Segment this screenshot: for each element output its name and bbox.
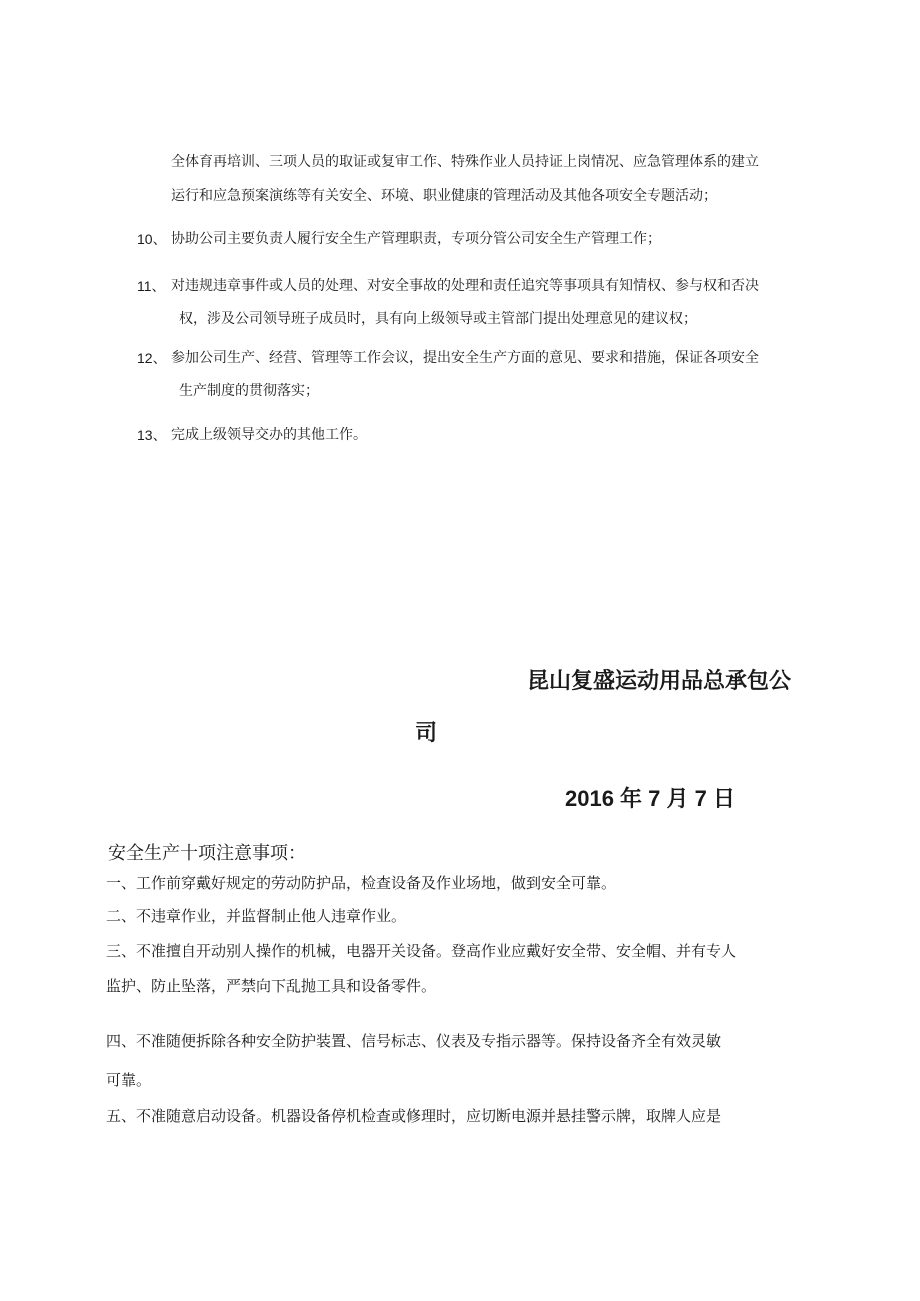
- item-number: 13、: [137, 427, 167, 443]
- item-text: 参加公司生产、经营、管理等工作会议，提出安全生产方面的意见、要求和措施，保证各项安全: [171, 350, 759, 366]
- item-text-cont: 权，涉及公司领导班子成员时，具有向上级领导或主管部门提出处理意见的建议权；: [179, 311, 697, 327]
- signature-date: 2016 年 7 月 7 日: [565, 786, 735, 811]
- item-number: 10、: [137, 231, 167, 247]
- section-title: 安全生产十项注意事项：: [108, 843, 306, 864]
- item-number: 12、: [137, 350, 167, 366]
- section-line: 可靠。: [106, 1071, 152, 1089]
- section-line: 一、工作前穿戴好规定的劳动防护品，检查设备及作业场地，做到安全可靠。: [106, 874, 617, 892]
- item-text: 协助公司主要负责人履行安全生产管理职责，专项分管公司安全生产管理工作；: [171, 231, 661, 247]
- item-text: 对违规违章事件或人员的处理、对安全事故的处理和责任追究等事项具有知情权、参与权和否决: [171, 278, 759, 294]
- continuation-line-2: 运行和应急预案演练等有关安全、环境、职业健康的管理活动及其他各项安全专题活动；: [171, 188, 717, 204]
- signature-company-line-1: 昆山复盛运动用品总承包公: [527, 668, 792, 693]
- signature-company-line-2: 司: [415, 720, 438, 745]
- section-line: 二、不违章作业，并监督制止他人违章作业。: [106, 907, 407, 925]
- item-text: 完成上级领导交办的其他工作。: [171, 427, 367, 443]
- section-line: 三、不准擅自开动别人操作的机械，电器开关设备。登高作业应戴好安全带、安全帽、并有专人: [106, 942, 737, 960]
- section-line: 五、不准随意启动设备。机器设备停机检查或修理时，应切断电源并悬挂警示牌，取牌人应是: [106, 1107, 722, 1125]
- section-line: 监护、防止坠落，严禁向下乱抛工具和设备零件。: [106, 977, 437, 995]
- continuation-line-1: 全体育再培训、三项人员的取证或复审工作、特殊作业人员持证上岗情况、应急管理体系的建立: [171, 154, 759, 170]
- section-line: 四、不准随便拆除各种安全防护装置、信号标志、仪表及专指示器等。保持设备齐全有效灵敏: [106, 1032, 722, 1050]
- item-text-cont: 生产制度的贯彻落实；: [179, 383, 319, 399]
- item-number: 11、: [137, 278, 166, 294]
